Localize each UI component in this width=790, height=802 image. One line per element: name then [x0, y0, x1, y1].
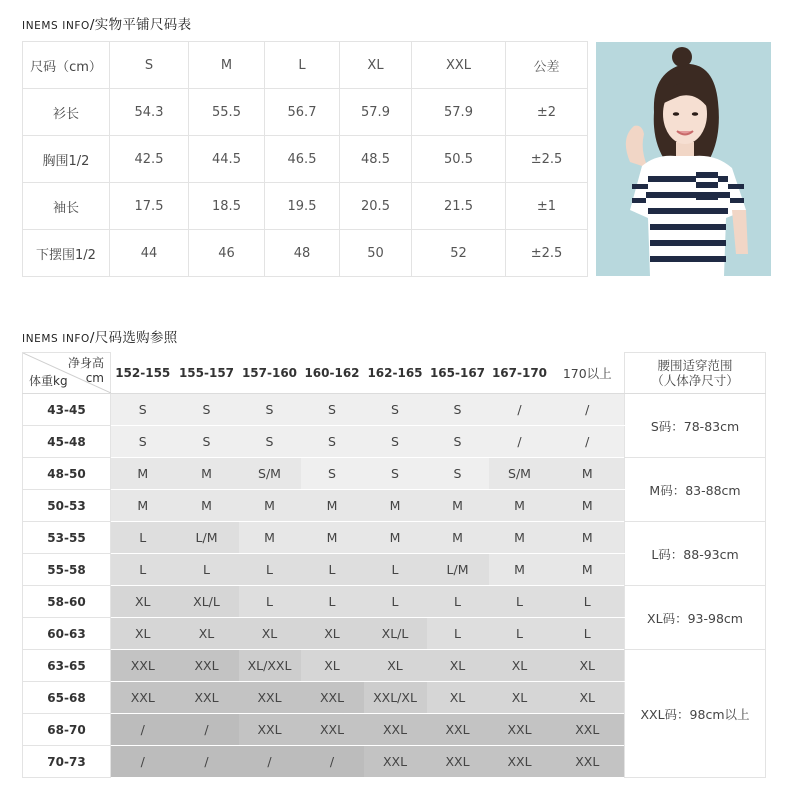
- tolerance-value: ±1: [506, 183, 588, 230]
- measure-value: 56.7: [265, 89, 340, 136]
- size-header-cell: S: [110, 42, 189, 89]
- measure-label: 袖长: [23, 183, 110, 230]
- tolerance-value: ±2.5: [506, 136, 588, 183]
- measure-value: 48: [265, 230, 340, 277]
- size-recommendation-cell: M: [111, 458, 175, 490]
- size-recommendation-cell: M: [489, 522, 551, 554]
- size-recommendation-cell: L: [364, 586, 427, 618]
- size-recommendation-cell: S: [111, 394, 175, 426]
- size-header-cell: XXL: [412, 42, 506, 89]
- measure-value: 48.5: [340, 136, 412, 183]
- recommendation-row: [23, 586, 766, 618]
- size-recommendation-cell: /: [489, 426, 551, 458]
- section-title-text: 尺码选购参照: [94, 330, 178, 346]
- size-recommendation-cell: M: [489, 490, 551, 522]
- measure-value: 57.9: [340, 89, 412, 136]
- model-photo: [596, 42, 771, 276]
- height-range-header: 160-162: [301, 353, 364, 394]
- size-recommendation-table: [22, 352, 766, 778]
- size-recommendation-cell: M: [239, 490, 301, 522]
- size-recommendation-cell: L: [175, 554, 239, 586]
- height-range-header: 167-170: [489, 353, 551, 394]
- size-recommendation-cell: XL: [111, 618, 175, 650]
- size-recommendation-cell: XXL: [175, 650, 239, 682]
- height-range-header: 162-165: [364, 353, 427, 394]
- size-recommendation-cell: M: [175, 490, 239, 522]
- size-recommendation-cell: /: [239, 746, 301, 778]
- measure-label: 胸围1/2: [23, 136, 110, 183]
- height-range-header: 157-160: [239, 353, 301, 394]
- size-recommendation-cell: S: [175, 394, 239, 426]
- size-recommendation-cell: XL/L: [364, 618, 427, 650]
- size-recommendation-cell: XXL: [111, 682, 175, 714]
- title-separator: /: [89, 17, 95, 33]
- size-recommendation-cell: M: [489, 554, 551, 586]
- model-illustration: [596, 42, 771, 276]
- size-recommendation-cell: /: [489, 394, 551, 426]
- measure-value: 50.5: [412, 136, 506, 183]
- size-recommendation-cell: L: [427, 618, 489, 650]
- waist-range-cell: XXL码：98cm以上: [625, 650, 766, 778]
- size-recommendation-cell: /: [111, 714, 175, 746]
- size-recommendation-cell: S: [364, 458, 427, 490]
- size-recommendation-cell: M: [175, 458, 239, 490]
- weight-range-cell: 65-68: [23, 682, 111, 714]
- measure-value: 54.3: [110, 89, 189, 136]
- size-recommendation-cell: S: [301, 458, 364, 490]
- size-recommendation-cell: XXL: [364, 714, 427, 746]
- recommendation-row: [23, 394, 766, 426]
- measure-value: 50: [340, 230, 412, 277]
- size-recommendation-cell: XXL: [427, 746, 489, 778]
- size-recommendation-cell: M: [551, 490, 625, 522]
- tolerance-value: ±2: [506, 89, 588, 136]
- size-recommendation-cell: M: [111, 490, 175, 522]
- size-table-row: [23, 136, 588, 183]
- size-recommendation-cell: XXL: [551, 714, 625, 746]
- size-recommendation-cell: S: [175, 426, 239, 458]
- size-recommendation-cell: /: [175, 746, 239, 778]
- size-recommendation-cell: M: [364, 522, 427, 554]
- size-recommendation-cell: L: [111, 554, 175, 586]
- size-recommendation-cell: L: [489, 618, 551, 650]
- measure-label: 衫长: [23, 89, 110, 136]
- size-recommendation-cell: XL: [301, 650, 364, 682]
- size-recommendation-cell: L: [364, 554, 427, 586]
- corner-weight-label: 体重kg: [29, 374, 68, 388]
- size-recommendation-cell: XL: [301, 618, 364, 650]
- size-recommendation-cell: L/M: [175, 522, 239, 554]
- size-recommendation-cell: M: [239, 522, 301, 554]
- size-recommendation-cell: XXL: [364, 746, 427, 778]
- size-recommendation-cell: XL/L: [175, 586, 239, 618]
- weight-range-cell: 53-55: [23, 522, 111, 554]
- recommendation-row: [23, 522, 766, 554]
- size-recommendation-cell: S/M: [489, 458, 551, 490]
- size-recommendation-cell: XXL: [175, 682, 239, 714]
- height-range-header: 155-157: [175, 353, 239, 394]
- size-recommendation-cell: S: [111, 426, 175, 458]
- size-recommendation-cell: S: [427, 426, 489, 458]
- size-recommendation-cell: /: [551, 394, 625, 426]
- tolerance-value: ±2.5: [506, 230, 588, 277]
- weight-range-cell: 48-50: [23, 458, 111, 490]
- size-recommendation-cell: L: [239, 586, 301, 618]
- size-recommendation-cell: L: [301, 554, 364, 586]
- section-title-size-guide: [22, 326, 178, 346]
- size-recommendation-cell: M: [551, 458, 625, 490]
- waist-range-cell: S码：78-83cm: [625, 394, 766, 458]
- brand-label: INEMS INFO: [22, 333, 90, 345]
- measure-value: 21.5: [412, 183, 506, 230]
- size-recommendation-cell: XXL: [489, 746, 551, 778]
- weight-range-cell: 70-73: [23, 746, 111, 778]
- corner-height-label: 净身高 cm: [67, 356, 104, 385]
- size-recommendation-cell: S: [364, 426, 427, 458]
- weight-range-cell: 60-63: [23, 618, 111, 650]
- size-recommendation-cell: S: [301, 426, 364, 458]
- measure-value: 46: [189, 230, 265, 277]
- measure-value: 42.5: [110, 136, 189, 183]
- weight-range-cell: 50-53: [23, 490, 111, 522]
- size-recommendation-cell: XL: [427, 682, 489, 714]
- size-recommendation-cell: M: [427, 522, 489, 554]
- size-recommendation-cell: XXL/XL: [364, 682, 427, 714]
- size-recommendation-cell: L: [489, 586, 551, 618]
- waist-range-header: 腰围适穿范围 （人体净尺寸）: [625, 353, 766, 394]
- height-range-header: 165-167: [427, 353, 489, 394]
- size-recommendation-cell: L: [111, 522, 175, 554]
- size-recommendation-cell: L: [551, 586, 625, 618]
- size-recommendation-cell: XL: [551, 650, 625, 682]
- size-recommendation-cell: XL: [551, 682, 625, 714]
- size-recommendation-cell: S: [239, 394, 301, 426]
- size-recommendation-cell: XL: [489, 650, 551, 682]
- size-recommendation-cell: XXL: [301, 682, 364, 714]
- measure-value: 46.5: [265, 136, 340, 183]
- size-recommendation-cell: XL: [427, 650, 489, 682]
- size-recommendation-cell: L: [301, 586, 364, 618]
- size-table-row: [23, 183, 588, 230]
- size-recommendation-cell: XXL: [551, 746, 625, 778]
- size-recommendation-cell: S: [427, 394, 489, 426]
- measure-value: 17.5: [110, 183, 189, 230]
- size-recommendation-cell: XXL: [239, 714, 301, 746]
- title-separator: /: [89, 330, 95, 346]
- size-recommendation-cell: L: [427, 586, 489, 618]
- size-header-cell: XL: [340, 42, 412, 89]
- size-recommendation-cell: M: [301, 490, 364, 522]
- size-recommendation-cell: M: [364, 490, 427, 522]
- weight-range-cell: 68-70: [23, 714, 111, 746]
- size-recommendation-cell: XXL: [489, 714, 551, 746]
- recommendation-header-row: [23, 353, 766, 394]
- size-recommendation-cell: S: [239, 426, 301, 458]
- size-recommendation-cell: XL: [111, 586, 175, 618]
- size-recommendation-cell: S/M: [239, 458, 301, 490]
- size-header-cell: M: [189, 42, 265, 89]
- size-recommendation-cell: /: [111, 746, 175, 778]
- size-recommendation-cell: M: [551, 522, 625, 554]
- size-recommendation-cell: S: [427, 458, 489, 490]
- size-recommendation-cell: XXL: [427, 714, 489, 746]
- size-recommendation-cell: L/M: [427, 554, 489, 586]
- height-range-header: 152-155: [111, 353, 175, 394]
- corner-header-cell: [23, 353, 111, 394]
- size-table-row: [23, 89, 588, 136]
- size-recommendation-cell: XL: [489, 682, 551, 714]
- garment-size-table: [22, 41, 588, 277]
- waist-range-cell: XL码：93-98cm: [625, 586, 766, 650]
- size-recommendation-cell: M: [301, 522, 364, 554]
- recommendation-row: [23, 650, 766, 682]
- measure-value: 52: [412, 230, 506, 277]
- height-range-header: 170以上: [551, 353, 625, 394]
- size-recommendation-cell: XXL: [239, 682, 301, 714]
- measure-value: 44: [110, 230, 189, 277]
- size-recommendation-cell: M: [551, 554, 625, 586]
- size-header-cell: L: [265, 42, 340, 89]
- measure-value: 19.5: [265, 183, 340, 230]
- waist-range-cell: M码：83-88cm: [625, 458, 766, 522]
- size-recommendation-cell: S: [301, 394, 364, 426]
- size-recommendation-cell: XL: [175, 618, 239, 650]
- weight-range-cell: 55-58: [23, 554, 111, 586]
- size-recommendation-cell: /: [551, 426, 625, 458]
- size-recommendation-cell: M: [427, 490, 489, 522]
- size-recommendation-cell: XL/XXL: [239, 650, 301, 682]
- recommendation-row: [23, 458, 766, 490]
- size-recommendation-cell: /: [301, 746, 364, 778]
- measure-value: 18.5: [189, 183, 265, 230]
- measure-value: 20.5: [340, 183, 412, 230]
- size-header-cell: 尺码（cm）: [23, 42, 110, 89]
- weight-range-cell: 63-65: [23, 650, 111, 682]
- section-title-text: 实物平铺尺码表: [94, 17, 192, 33]
- size-recommendation-cell: /: [175, 714, 239, 746]
- waist-range-cell: L码：88-93cm: [625, 522, 766, 586]
- measure-value: 44.5: [189, 136, 265, 183]
- measure-label: 下摆围1/2: [23, 230, 110, 277]
- size-recommendation-cell: XL: [239, 618, 301, 650]
- measure-value: 55.5: [189, 89, 265, 136]
- section-title-size-chart: [22, 13, 191, 33]
- weight-range-cell: 43-45: [23, 394, 111, 426]
- measure-value: 57.9: [412, 89, 506, 136]
- weight-range-cell: 45-48: [23, 426, 111, 458]
- size-recommendation-cell: XL: [364, 650, 427, 682]
- size-recommendation-cell: L: [239, 554, 301, 586]
- weight-range-cell: 58-60: [23, 586, 111, 618]
- size-table-row: [23, 230, 588, 277]
- size-recommendation-cell: XXL: [111, 650, 175, 682]
- brand-label: INEMS INFO: [22, 20, 90, 32]
- size-recommendation-cell: XXL: [301, 714, 364, 746]
- size-recommendation-cell: L: [551, 618, 625, 650]
- size-header-cell: 公差: [506, 42, 588, 89]
- size-recommendation-cell: S: [364, 394, 427, 426]
- size-table-header-row: [23, 42, 588, 89]
